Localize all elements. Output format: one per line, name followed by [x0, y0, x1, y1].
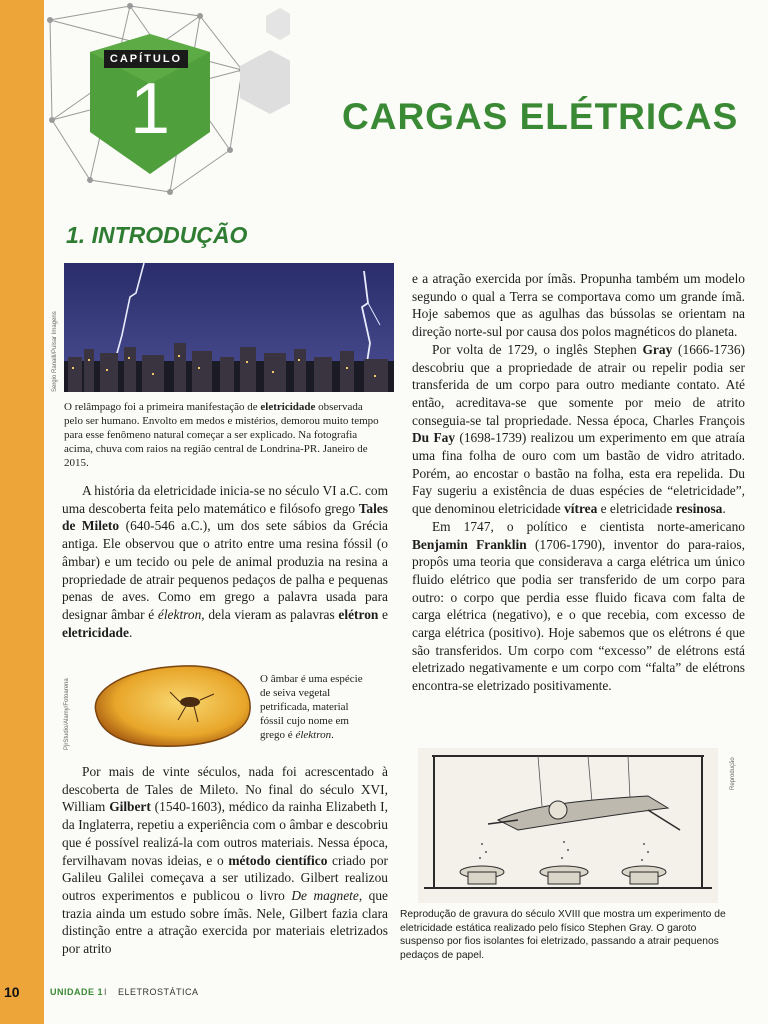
chapter-label: CAPÍTULO — [104, 50, 188, 68]
photo-credit: Sergio Ranalli/Pulsar Imagens — [52, 311, 58, 392]
page-footer — [0, 984, 768, 998]
amber-credit: PjrStudio/Alamy/Fotoarena — [64, 678, 70, 750]
engraving-credit: Reprodução — [730, 757, 736, 790]
engraving-caption: Reprodução de gravura do século XVIII que mostra um experimento de eletricidade estática realizado pelo físico Stephen Gray. O garoto suspenso por fios isolantes foi eletrizado, passando a atrair pequenos pedaços de papel. — [400, 909, 726, 961]
photo-caption: O relâmpago foi a primeira manifestação de eletricidade observada pelo ser humano. Envolto em medos e mistérios, demorou muito tempo para esse fenômeno natural começar a ser explicado. Na fotografia acima, chuva com raios na região central de Londrina-PR. Janeiro de 2015. — [64, 401, 379, 469]
page-title: CARGAS ELÉTRICAS — [342, 96, 739, 137]
paragraph-gilbert-cont: e a atração exercida por ímãs. Propunha também um modelo segundo o qual a Terra se comportava como um grande ímã. Hoje sabemos que as agulhas das bússolas se orientam na direção norte-sul por causa dos polos magnéticos do planeta. — [412, 271, 745, 340]
lightning-photo — [64, 263, 394, 392]
paragraph-franklin: Em 1747, o político e cientista norte-americano Benjamin Franklin (1706-1790), inventor do para-raios, propôs uma teoria que considerava a carga elétrica um único fluido elétrico que podia ser transferido de um corpo para outro: o corpo que perdia esse fluido ficava com falta de carga elétrica (negativo), e o que recebia, com excesso de carga elétrica (positivo). Hoje sabemos que os elétrons é que são transferidos. Um corpo com “excesso” de elétrons está eletrizado negativamente e um corpo com “falta” de elétrons encontra-se eletrizado positivamente. — [412, 518, 745, 694]
left-column-part-1 — [62, 482, 388, 641]
amber-fossil-image — [86, 660, 254, 750]
chapter-number: 1 — [129, 69, 171, 149]
amber-caption: O âmbar é uma espécie de seiva vegetal petrificada, material fóssil cujo nome em grego é élektron. — [260, 673, 363, 741]
footer-separator: I — [104, 987, 107, 997]
right-column — [412, 270, 745, 695]
paragraph-tales: A história da eletricidade inicia-se no século VI a.C. com uma descoberta feita pelo matemático e filósofo grego Tales de Mileto (640-546 a.C.), um dos sete sábios da Grécia antiga. Ele observou que o atrito entre uma resina fóssil (o âmbar) e um tecido ou pele de animal produzia na resina a propriedade de atrair pequenos pedaços de palha e pequenas penas de aves. Como em grego a palavra usada para designar âmbar é élektron, dela vieram as palavras elétron e eletricidade. — [62, 483, 389, 640]
subject-label: ELETROSTÁTICA — [118, 987, 199, 997]
unit-label: UNIDADE 1 — [50, 987, 104, 997]
left-column-part-2 — [62, 763, 388, 958]
section-title: 1. INTRODUÇÃO — [66, 222, 248, 248]
paragraph-gilbert: Por mais de vinte séculos, nada foi acrescentado à descoberta de Tales de Mileto. No final do século XVI, William Gilbert (1540-1603), médico da rainha Elizabeth I, da Inglaterra, repetiu a experiência com o âmbar e descobriu que é possível realizá-la com outros materiais. Nessa época, fervilhavam novas ideias, e o método científico criado por Galileu Galilei começava a ser utilizado. Gilbert realizou outros experimentos e publicou o livro De magnete, que trazia ainda um estudo sobre ímãs. Nele, Gilbert fazia clara distinção entre a atração exercida por materiais eletrizados por atrito — [62, 764, 389, 957]
paragraph-gray-dufay: Por volta de 1729, o inglês Stephen Gray (1666-1736) descobriu que a propriedade de atrair ou repelir podia ser transferida de um corpo para outro mediante contato. Até então, acreditava-se que somente por meio de atrito conseguia-se tal propriedade. Nessa época, Charles François Du Fay (1698-1739) realizou um experimento em que atraía uma fina folha de ouro com um bastão de vidro atritado. Porém, ao encostar o bastão na folha, esta era repelida. Du Fay sugeriu a existência de duas espécies de “eletricidade”, que denominou eletricidade vítrea e eletricidade resinosa. — [412, 341, 745, 517]
page-number: 10 — [4, 984, 20, 1000]
gray-experiment-engraving — [418, 748, 718, 903]
